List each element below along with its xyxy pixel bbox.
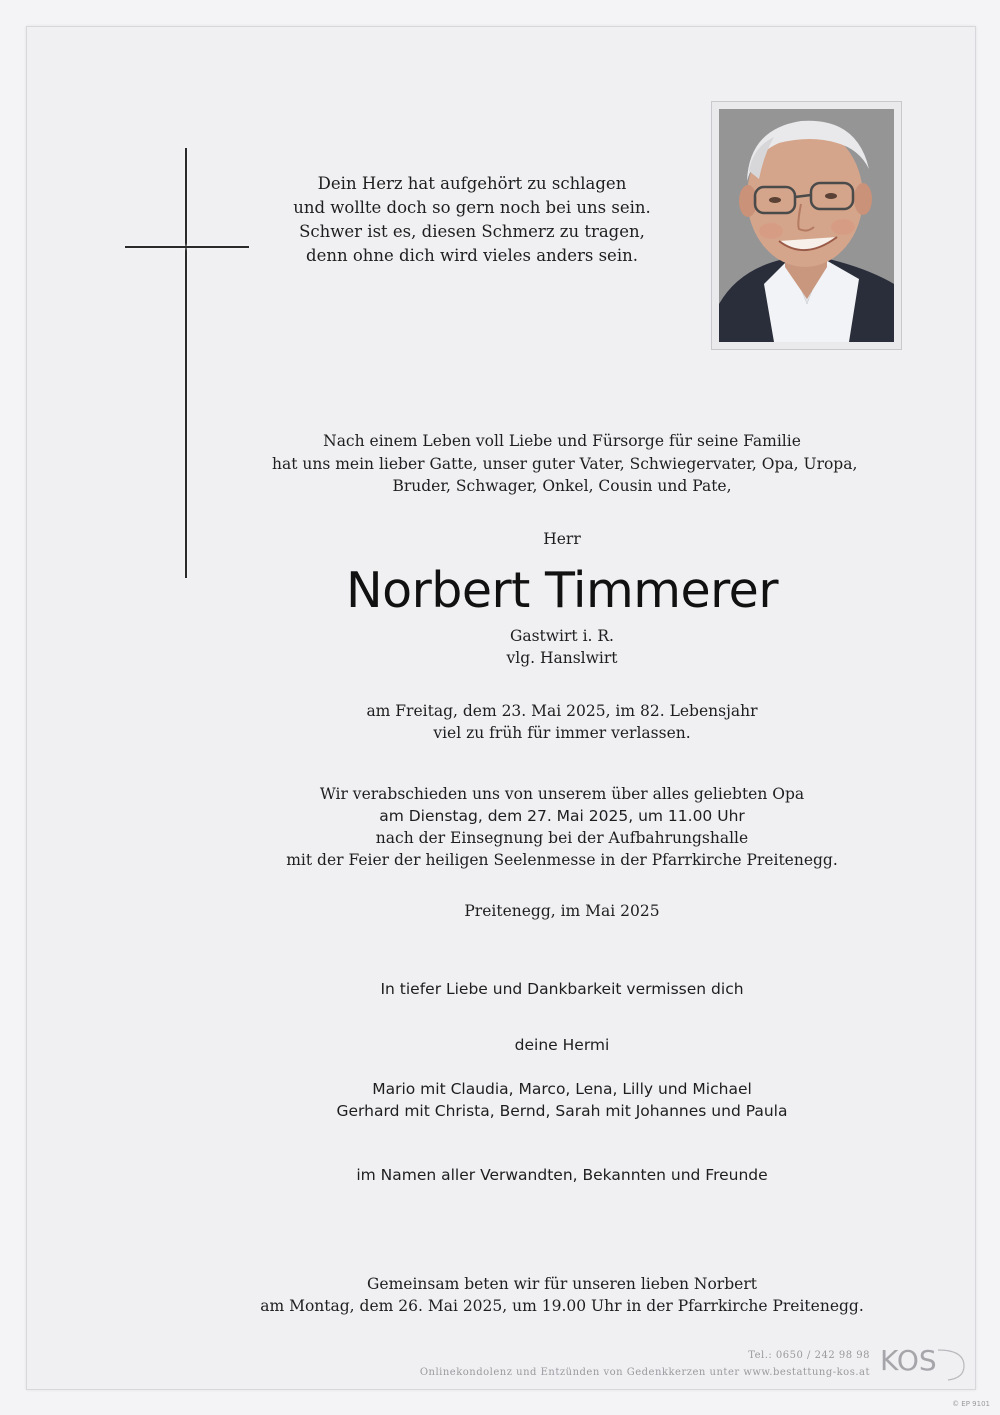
intro-line: Bruder, Schwager, Onkel, Cousin und Pate, [392,477,732,495]
funeral-line: mit der Feier der heiligen Seelenmesse in der Pfarrkirche Preitenegg. [286,851,838,869]
poem-line: Schwer ist es, diesen Schmerz zu tragen, [299,222,645,241]
prayer-notice [212,1273,912,1317]
family-list [262,1078,862,1122]
salutation: Herr [543,530,581,548]
death-line: viel zu früh für immer verlassen. [433,724,691,742]
widow-name: deine Hermi [514,1036,610,1054]
poem-line: und wollte doch so gern noch bei uns sein. [293,198,651,217]
love-line: In tiefer Liebe und Dankbarkeit vermissen dich [380,980,744,998]
funeral-line: nach der Einsegnung bei der Aufbahrungshalle [375,829,749,847]
subtitle [412,625,712,669]
intro-line: Nach einem Leben voll Liebe und Fürsorge für seine Familie [323,432,801,450]
intro-text [272,430,858,498]
prayer-line: Gemeinsam beten wir für unseren lieben Norbert [367,1275,757,1293]
poem-line: denn ohne dich wird vieles anders sein. [306,246,638,265]
death-line: am Freitag, dem 23. Mai 2025, im 82. Lebensjahr [366,702,758,720]
footer-phone: Tel.: 0650 / 242 98 98 [748,1350,870,1361]
logo-text: KOS [880,1344,937,1377]
family-line: Mario mit Claudia, Marco, Lena, Lilly und Michael [372,1080,752,1098]
kos-logo [880,1344,970,1384]
print-code: © EP 9101 [952,1400,990,1408]
family-line: Gerhard mit Christa, Bernd, Sarah mit Johannes und Paula [336,1102,788,1120]
place-date: Preitenegg, im Mai 2025 [464,902,660,920]
poem [172,172,772,268]
deceased-name: Norbert Timmerer [346,562,778,619]
prayer-line: am Montag, dem 26. Mai 2025, um 19.00 Uhr in der Pfarrkirche Preitenegg. [260,1297,864,1315]
death-notice [312,700,812,744]
poem-line: Dein Herz hat aufgehört zu schlagen [317,174,627,193]
nickname: vlg. Hanslwirt [506,649,618,667]
intro-line: hat uns mein lieber Gatte, unser guter Vater, Schwiegervater, Opa, Uropa, [272,454,858,473]
footer-online-link[interactable]: Onlinekondolenz und Entzünden von Gedenkkerzen unter www.bestattung-kos.at [419,1367,870,1378]
funeral-date: am Dienstag, dem 27. Mai 2025, um 11.00 Uhr [379,807,745,825]
relatives-line: im Namen aller Verwandten, Bekannten und Freunde [356,1166,768,1184]
funeral-line: Wir verabschieden uns von unserem über alles geliebten Opa [319,785,805,803]
occupation: Gastwirt i. R. [509,627,614,645]
funeral-details [262,783,862,871]
